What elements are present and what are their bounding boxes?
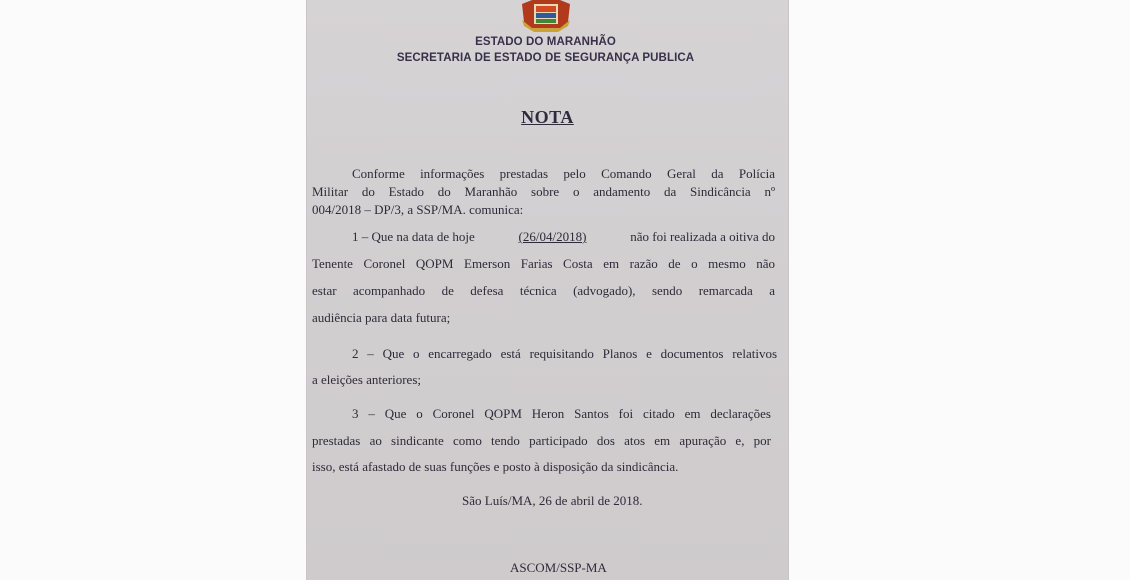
- document-page: [307, 0, 788, 580]
- place-and-date: São Luís/MA, 26 de abril de 2018.: [462, 493, 643, 508]
- item-1-line-4: audiência para data futura;: [312, 310, 451, 325]
- intro-line-1: Conforme informações prestadas pelo Comando Geral da Polícia: [352, 166, 775, 181]
- document-title: NOTA: [521, 107, 574, 127]
- item-2-line-1: 2 – Que o encarregado está requisitando Planos e documentos relativos: [352, 346, 777, 361]
- header-state-name: ESTADO DO MARANHÃO: [475, 36, 616, 48]
- coat-of-arms-emblem: [518, 0, 574, 32]
- item-1-text-start: 1 – Que na data de hoje: [352, 229, 478, 244]
- item-1-line-2: Tenente Coronel QOPM Emerson Farias Costa em razão de o mesmo não: [312, 256, 775, 271]
- header-secretariat-name: SECRETARIA DE ESTADO DE SEGURANÇA PUBLICA: [396, 52, 695, 64]
- item-1-line-3: estar acompanhado de defesa técnica (advogado), sendo remarcada a: [312, 283, 775, 298]
- item-3-line-3: isso, está afastado de suas funções e posto à disposição da sindicância.: [312, 459, 679, 474]
- item-2-line-2: a eleições anteriores;: [312, 372, 421, 387]
- item-3-line-2: prestadas ao sindicante como tendo participado dos atos em apuração e, por: [312, 433, 771, 448]
- item-1-date: (26/04/2018): [518, 229, 587, 244]
- signature-ascom: ASCOM/SSP-MA: [510, 560, 607, 575]
- item-3-line-1: 3 – Que o Coronel QOPM Heron Santos foi citado em declarações: [352, 406, 771, 421]
- item-1-line-1: [352, 229, 775, 245]
- item-1-text-end: não foi realizada a oitiva do: [627, 229, 775, 244]
- intro-line-2: Militar do Estado do Maranhão sobre o andamento da Sindicância nº: [312, 184, 775, 199]
- intro-line-3: 004/2018 – DP/3, a SSP/MA. comunica:: [312, 202, 524, 217]
